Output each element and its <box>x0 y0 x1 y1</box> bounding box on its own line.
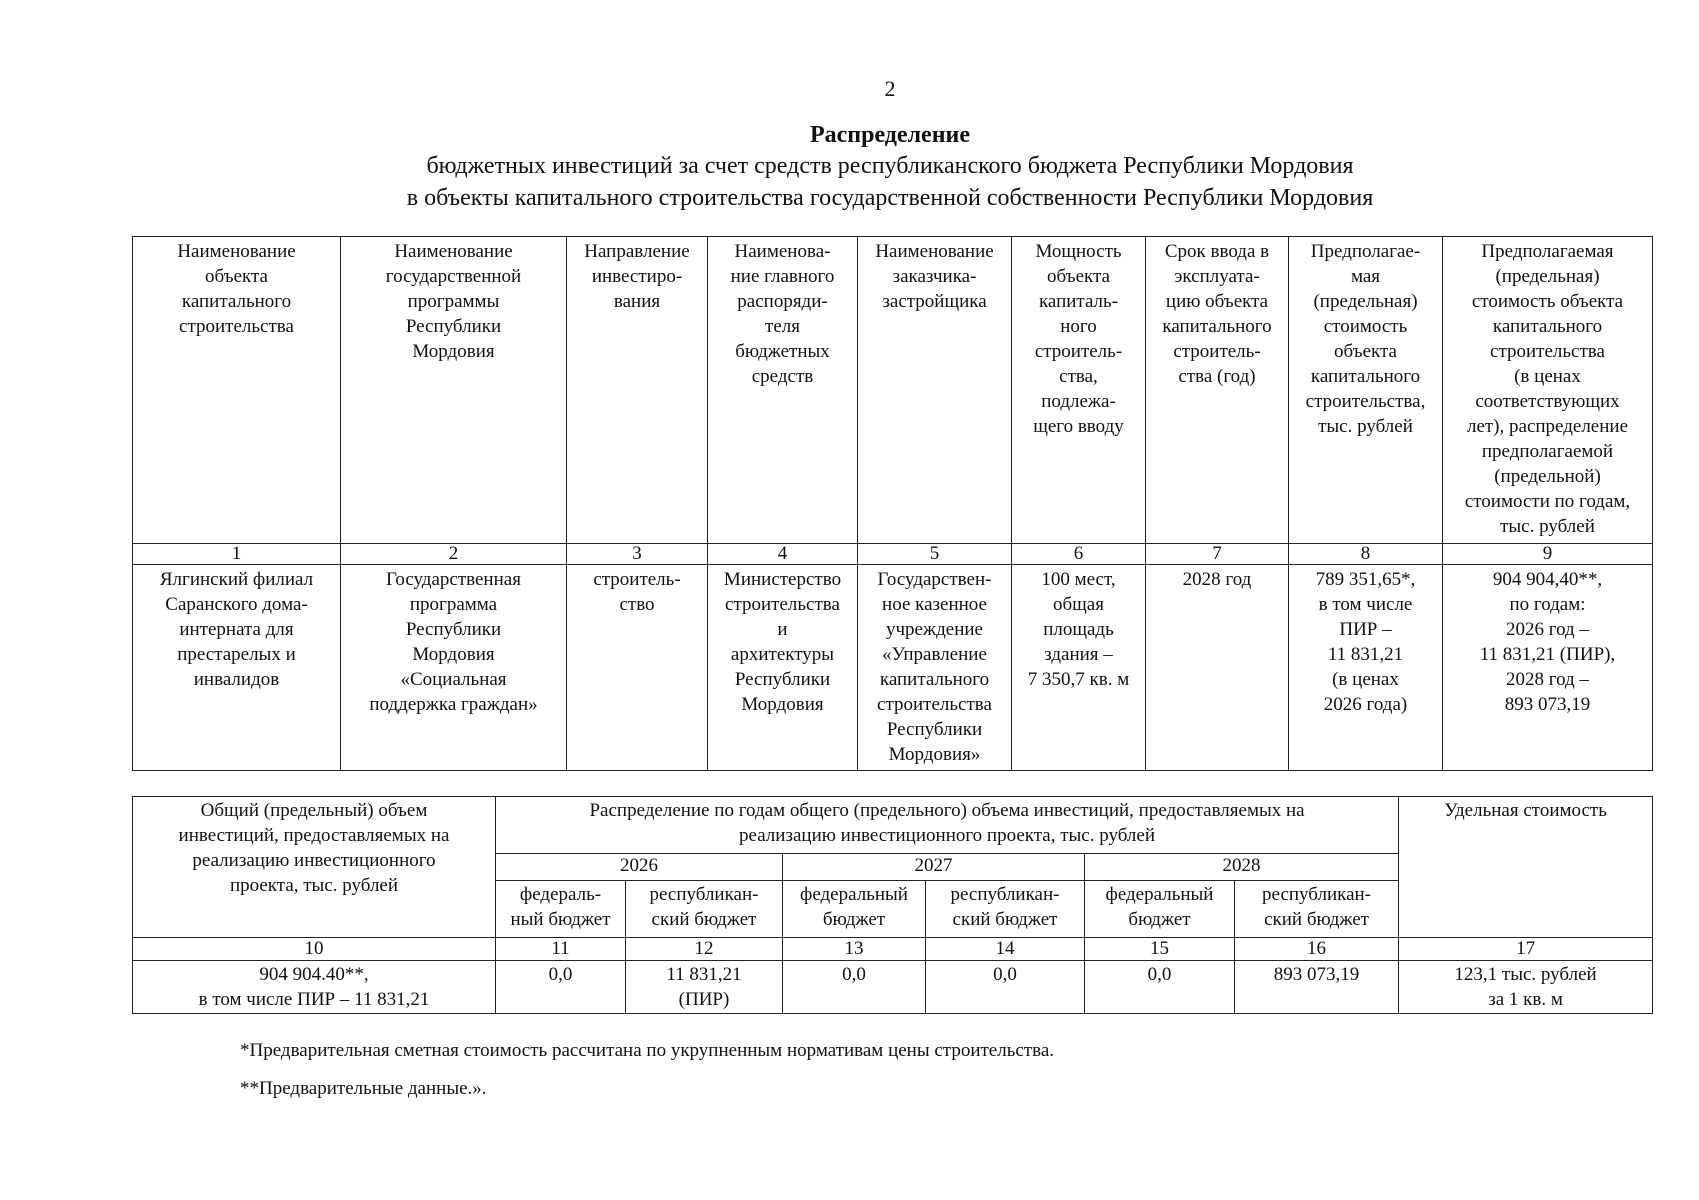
table-header-row <box>133 237 1653 544</box>
header-republican-budget: республикан- ский бюджет <box>626 880 783 937</box>
column-number: 5 <box>858 544 1012 565</box>
cell-investment-direction: строитель- ство <box>567 565 708 771</box>
header-year-2026: 2026 <box>496 854 783 881</box>
investment-distribution-table <box>132 796 1653 1014</box>
column-number: 14 <box>926 938 1085 961</box>
table-row <box>133 961 1653 1014</box>
objects-table <box>132 236 1653 771</box>
column-number: 16 <box>1235 938 1399 961</box>
header-unit-cost: Удельная стоимость <box>1399 797 1653 938</box>
header-federal-budget: федераль- ный бюджет <box>496 880 626 937</box>
column-number: 3 <box>567 544 708 565</box>
column-number: 17 <box>1399 938 1653 961</box>
header-distribution-by-years: Распределение по годам общего (предельного) объема инвестиций, предоставляемых на реализацию инвестиционного проекта, тыс. рублей <box>496 797 1399 854</box>
header-republican-budget: республикан- ский бюджет <box>926 880 1085 937</box>
cell-estimated-cost: 789 351,65*, в том числе ПИР – 11 831,21 (в ценах 2026 года) <box>1289 565 1443 771</box>
document-subtitle-line1: бюджетных инвестиций за счет средств республиканского бюджета Республики Мордовия <box>426 153 1354 179</box>
cell-object-name: Ялгинский филиал Саранского дома- интерната для престарелых и инвалидов <box>133 565 341 771</box>
cell-commissioning-date: 2028 год <box>1146 565 1289 771</box>
cell-unit-cost: 123,1 тыс. рублей за 1 кв. м <box>1399 961 1653 1014</box>
header-republican-budget: республикан- ский бюджет <box>1235 880 1399 937</box>
cell-2027-federal: 0,0 <box>783 961 926 1014</box>
column-number: 4 <box>708 544 858 565</box>
header-capacity: Мощность объекта капиталь- ного строитель- ства, подлежа- щего вводу <box>1012 237 1146 544</box>
column-number: 6 <box>1012 544 1146 565</box>
column-number: 11 <box>496 938 626 961</box>
column-number: 9 <box>1443 544 1653 565</box>
column-number: 1 <box>133 544 341 565</box>
column-number: 15 <box>1085 938 1235 961</box>
column-number: 13 <box>783 938 926 961</box>
column-number-row <box>133 544 1653 565</box>
column-number: 12 <box>626 938 783 961</box>
footnote-preliminary: **Предварительные данные.». <box>240 1078 487 1099</box>
cell-2028-republican: 893 073,19 <box>1235 961 1399 1014</box>
header-federal-budget: федеральный бюджет <box>783 880 926 937</box>
table-row <box>133 565 1653 771</box>
header-commissioning-date: Срок ввода в эксплуата- цию объекта капитального строитель- ства (год) <box>1146 237 1289 544</box>
header-estimated-cost: Предполагае- мая (предельная) стоимость объекта капитального строительства, тыс. рублей <box>1289 237 1443 544</box>
document-subtitle-line2: в объекты капитального строительства государственной собственности Республики Мордовия <box>406 185 1374 211</box>
header-cost-by-years: Предполагаемая (предельная) стоимость объекта капитального строительства (в ценах соответствующих лет), распределение предполагаемой (предельной) стоимости по годам, тыс. рублей <box>1443 237 1653 544</box>
header-budget-manager: Наименова- ние главного распоряди- теля бюджетных средств <box>708 237 858 544</box>
cell-total-investment: 904 904.40**, в том числе ПИР – 11 831,21 <box>133 961 496 1014</box>
cell-cost-by-years: 904 904,40**, по годам: 2026 год – 11 831,21 (ПИР), 2028 год – 893 073,19 <box>1443 565 1653 771</box>
cell-2028-federal: 0,0 <box>1085 961 1235 1014</box>
header-federal-budget: федеральный бюджет <box>1085 880 1235 937</box>
column-number-row <box>133 938 1653 961</box>
cell-2027-republican: 0,0 <box>926 961 1085 1014</box>
header-investment-direction: Направление инвестиро- вания <box>567 237 708 544</box>
column-number: 10 <box>133 938 496 961</box>
header-year-2028: 2028 <box>1085 854 1399 881</box>
footnote-estimate: *Предварительная сметная стоимость рассчитана по укрупненным нормативам цены строительства. <box>240 1040 1055 1061</box>
page-number: 2 <box>884 76 896 101</box>
cell-program-name: Государственная программа Республики Мордовия «Социальная поддержка граждан» <box>341 565 567 771</box>
column-number: 8 <box>1289 544 1443 565</box>
header-total-investment: Общий (предельный) объем инвестиций, предоставляемых на реализацию инвестиционного проекта, тыс. рублей <box>133 797 496 938</box>
document-title: Распределение <box>809 122 971 148</box>
header-year-2027: 2027 <box>783 854 1085 881</box>
cell-budget-manager: Министерство строительства и архитектуры Республики Мордовия <box>708 565 858 771</box>
cell-capacity: 100 мест, общая площадь здания – 7 350,7 кв. м <box>1012 565 1146 771</box>
header-program-name: Наименование государственной программы Республики Мордовия <box>341 237 567 544</box>
header-customer-developer: Наименование заказчика- застройщика <box>858 237 1012 544</box>
cell-customer-developer: Государствен- ное казенное учреждение «Управление капитального строительства Республики Мордовия» <box>858 565 1012 771</box>
column-number: 2 <box>341 544 567 565</box>
cell-2026-republican: 11 831,21 (ПИР) <box>626 961 783 1014</box>
table-header-row <box>133 797 1653 854</box>
column-number: 7 <box>1146 544 1289 565</box>
cell-2026-federal: 0,0 <box>496 961 626 1014</box>
header-object-name: Наименование объекта капитального строительства <box>133 237 341 544</box>
